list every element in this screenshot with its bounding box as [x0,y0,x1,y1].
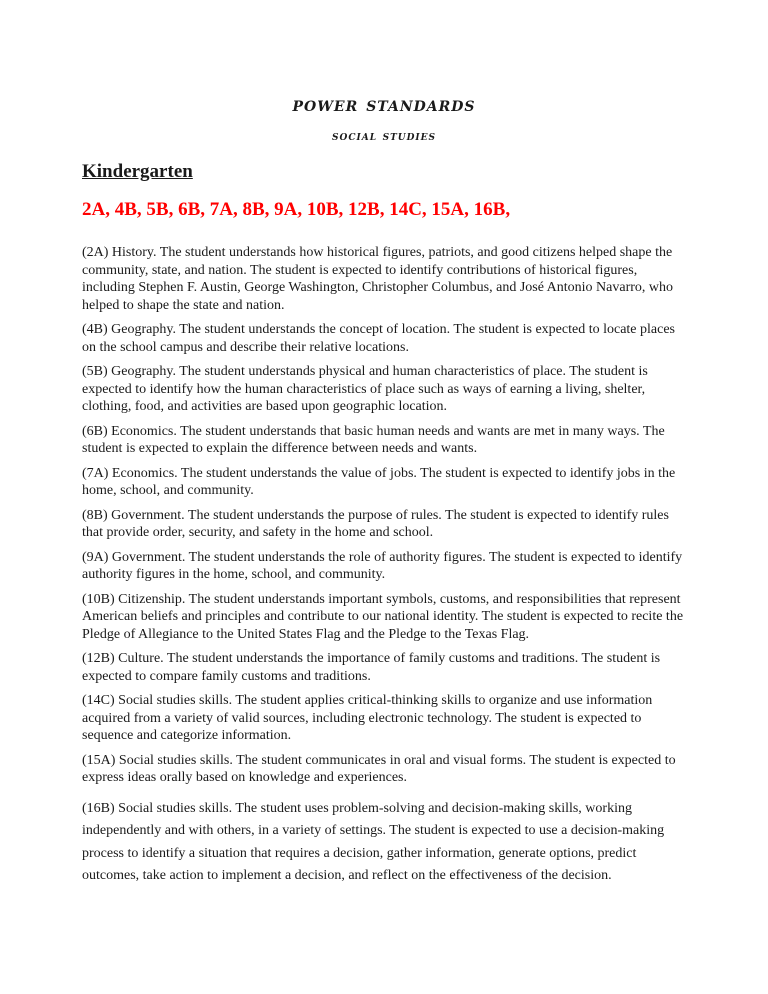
standard-8b: (8B) Government. The student understands the purpose of rules. The student is expected to identify rules that provide order, security, and safety in the home and school. [82,507,669,540]
page-title: power standards [292,92,476,116]
standard-2a: (2A) History. The student understands how historical figures, patriots, and good citizens helped shape the community, state, and nation. The student is expected to identify contributions of historical figures, including Stephen F. Austin, George Washington, Christopher Columbus, and José Antonio Navarro, who helped to shape the state and nation. [82,245,674,313]
standard-5b: (5B) Geography. The student understands physical and human characteristics of place. The student is expected to identify how the human characteristics of place such as ways of earning a living, shelter, clothing, food, and activities are based upon geographic location. [82,364,648,414]
standard-15a: (15A) Social studies skills. The student communicates in oral and visual forms. The student is expected to express ideas orally based on knowledge and experiences. [82,752,676,785]
standards-list [82,244,688,895]
standard-10b: (10B) Citizenship. The student understands important symbols, customs, and responsibilities that represent American beliefs and principles and contribute to our national identity. The student is expected to recite the Pledge of Allegiance to the United States Flag and the Pledge to the Texas Flag. [82,591,684,642]
standard-codes: 2A, 4B, 5B, 6B, 7A, 8B, 9A, 10B, 12B, 14C, 15A, 16B, [82,199,511,220]
standard-6b: (6B) Economics. The student understands that basic human needs and wants are met in many ways. The student is expected to explain the difference between needs and wants. [82,423,665,456]
grade-heading: Kindergarten [82,161,193,182]
standard-14c: (14C) Social studies skills. The student applies critical-thinking skills to organize and use information acquired from a variety of valid sources, including electronic technology. The student is expected to sequence and categorize information. [82,693,653,743]
standard-4b: (4B) Geography. The student understands the concept of location. The student is expected to locate places on the school campus and describe their relative locations. [82,322,676,355]
standard-16b: (16B) Social studies skills. The student uses problem-solving and decision-making skills, working independently and with others, in a variety of settings. The student is expected to use a decision-making process to identify a situation that requires a decision, gather information, generate options, predict outcomes, take action to implement a decision, and reflect on the effectiveness of the decision. [82,800,665,883]
standard-9a: (9A) Government. The student understands the role of authority figures. The student is expected to identify authority figures in the home, school, and community. [82,549,683,582]
standard-7a: (7A) Economics. The student understands the value of jobs. The student is expected to identify jobs in the home, school, and community. [82,465,676,498]
page-subtitle: social studies [332,129,436,144]
standard-12b: (12B) Culture. The student understands the importance of family customs and traditions. The student is expected to compare family customs and traditions. [82,651,661,684]
